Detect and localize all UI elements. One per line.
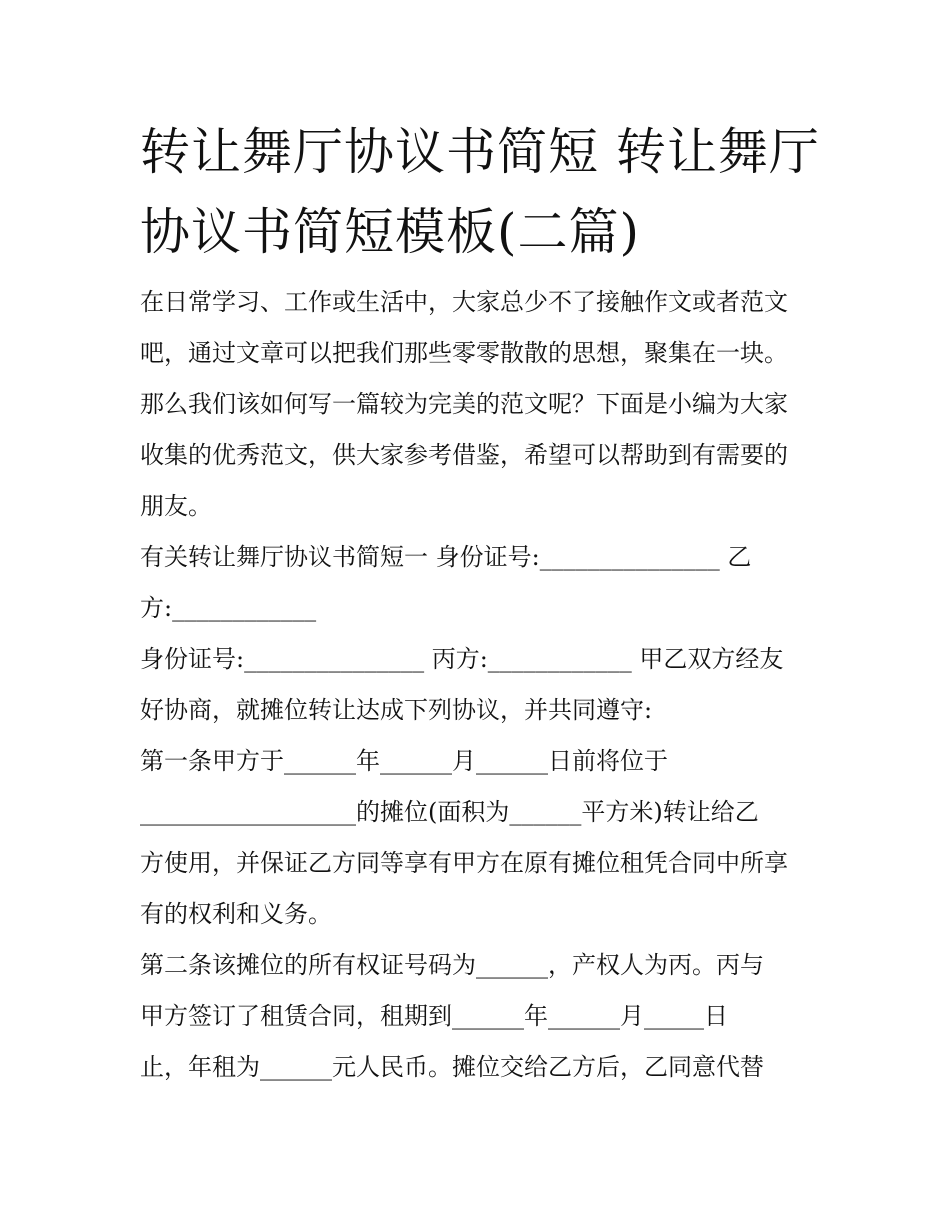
body-line: 在日常学习、工作或生活中，大家总少不了接触作文或者范文: [140, 288, 788, 316]
body-line: 第二条该摊位的所有权证号码为______，产权人为丙。丙与: [140, 951, 764, 979]
body-line: 那么我们该如何写一篇较为完美的范文呢？下面是小编为大家: [140, 390, 788, 418]
body-line: 方使用，并保证乙方同等享有甲方在原有摊位租凭合同中所享: [140, 849, 788, 877]
body-line: 身份证号:_______________ 丙方:____________ 甲乙双方经友: [140, 645, 784, 673]
body-line: 吧，通过文章可以把我们那些零零散散的思想，聚集在一块。: [140, 339, 788, 367]
body-line: 有的权利和义务。: [140, 900, 332, 928]
title-line-1: 转让舞厅协议书简短 转让舞厅: [140, 123, 820, 181]
body-line: 好协商，就摊位转让达成下列协议，并共同遵守:: [140, 696, 653, 724]
document-title: [140, 112, 830, 272]
body-line: 有关转让舞厅协议书简短一 身份证号:_______________ 乙: [140, 543, 752, 571]
body-line: 朋友。: [140, 492, 212, 520]
document-body: [140, 282, 830, 1098]
body-line: 甲方签订了租赁合同，租期到______年______月_____日: [140, 1002, 728, 1030]
body-line: 收集的优秀范文，供大家参考借鉴，希望可以帮助到有需要的: [140, 441, 788, 469]
title-line-2: 协议书简短模板(二篇): [140, 203, 641, 261]
body-line: 第一条甲方于______年______月______日前将位于: [140, 747, 668, 775]
body-line: __________________的摊位(面积为______平方米)转让给乙: [140, 798, 759, 826]
body-line: 方:____________: [140, 594, 317, 622]
body-line: 止，年租为______元人民币。摊位交给乙方后，乙同意代替: [140, 1053, 764, 1081]
